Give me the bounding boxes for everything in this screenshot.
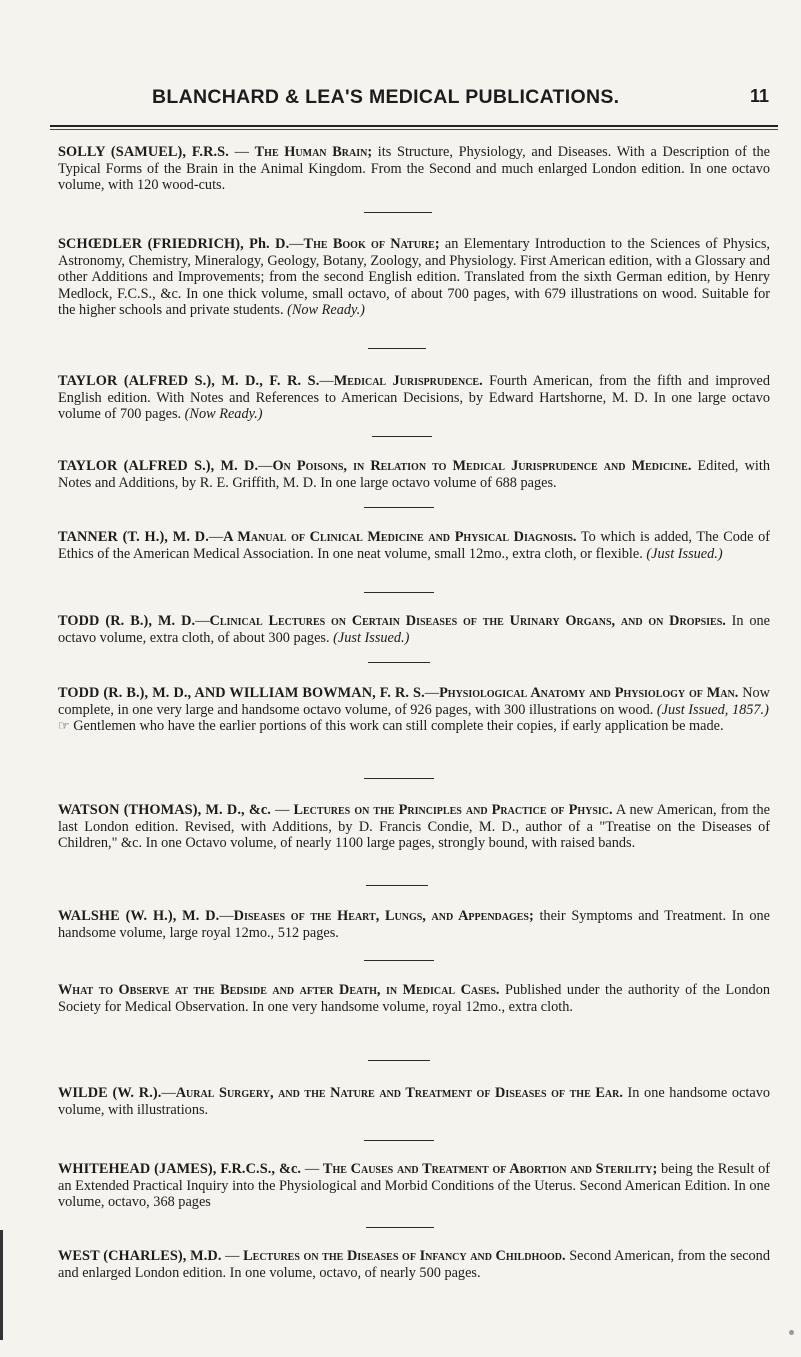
separator-rule: [364, 1140, 434, 1141]
entry-author: WATSON (THOMAS), M. D., &c.: [58, 802, 271, 818]
entry-body: Edited, with Notes and Additions, by R. E. Griffith, M. D. In one large octavo volume of 688 pages.: [58, 458, 770, 491]
pointing-hand-icon: ☞: [58, 718, 70, 733]
separator-rule: [368, 1060, 430, 1061]
catalog-entry-west: [58, 1248, 770, 1281]
paper-speck: [789, 1330, 794, 1335]
catalog-entry-walshe: [58, 908, 770, 941]
entry-note-text: Gentlemen who have the earlier portions of this work can still complete their copies, if early application be made.: [69, 718, 724, 734]
entry-sep: —: [219, 908, 234, 924]
entry-author: SOLLY (SAMUEL), F.R.S.: [58, 144, 229, 160]
separator-rule: [372, 436, 432, 437]
entry-sep: —: [195, 613, 210, 629]
catalog-entry-tanner: [58, 529, 770, 562]
entry-title: The Human Brain;: [254, 144, 373, 160]
entry-status: (Just Issued.): [333, 629, 410, 646]
entry-sep: —: [319, 373, 334, 389]
entry-sep: —: [228, 144, 255, 160]
entry-body: Now complete, in one very large and handsome octavo volume, of 926 pages, with 300 illustrations on wood.: [58, 685, 771, 718]
entry-status: (Just Issued.): [646, 545, 723, 562]
page-header: [0, 82, 801, 112]
entry-author: WEST (CHARLES), M.D.: [58, 1248, 222, 1264]
entry-author: TODD (R. B.), M. D.: [58, 613, 196, 629]
catalog-entry-solly: [58, 144, 770, 194]
entry-body: Fourth American, from the fifth and improved English edition. With Notes and References to American Decisions, by Edward Hartshorne, M. D. In one large octavo volume of 700 pages.: [58, 373, 771, 422]
entry-title: On Poisons, in Relation to Medical Jurisprudence and Medicine.: [272, 458, 692, 474]
catalog-entry-taylor-poisons: [58, 458, 770, 491]
catalog-entry-taylor-jurisprudence: [58, 373, 770, 423]
entry-author: WALSHE (W. H.), M. D.: [58, 908, 220, 924]
catalog-entry-schoedler: [58, 236, 770, 319]
separator-rule: [364, 507, 434, 508]
entry-sep: —: [208, 529, 224, 545]
entry-author: TAYLOR (ALFRED S.), M. D.: [58, 458, 259, 474]
entry-sep: —: [289, 236, 304, 252]
entry-status: (Just Issued, 1857.): [656, 701, 769, 718]
separator-rule: [364, 212, 432, 213]
entry-sep: —: [221, 1248, 244, 1264]
page-title: BLANCHARD & LEA'S MEDICAL PUBLICATIONS.: [152, 86, 620, 108]
entry-title: Medical Jurisprudence.: [333, 373, 483, 389]
page-number: 11: [750, 86, 770, 106]
separator-rule: [366, 885, 428, 886]
entry-title: Lectures on the Diseases of Infancy and Childhood.: [243, 1248, 566, 1264]
entry-sep: —: [161, 1085, 176, 1101]
entry-body: In one handsome octavo volume, with illustrations.: [58, 1085, 770, 1118]
entry-author: TAYLOR (ALFRED S.), M. D., F. R. S.: [58, 373, 320, 389]
separator-rule: [368, 348, 426, 349]
entry-body: A new American, from the last London edition. Revised, with Additions, by D. Francis Condie, M. D., author of a "Treatise on the Diseases of Children," &c. In one Octavo volume, of nearly 1100 large pages, strongly bound, with raised bands.: [58, 802, 770, 851]
entry-title: Diseases of the Heart, Lungs, and Appendages;: [233, 908, 534, 924]
entry-title: Clinical Lectures on Certain Diseases of the Urinary Organs, and on Dropsies.: [209, 613, 726, 629]
header-rule-thin: [50, 129, 778, 130]
entry-note: [58, 718, 770, 735]
catalog-entry-wilde: [58, 1085, 770, 1118]
entry-author: TANNER (T. H.), M. D.: [58, 529, 209, 545]
entry-title: Lectures on the Principles and Practice of Physic.: [293, 802, 613, 818]
entry-title: Physiological Anatomy and Physiology of Man.: [439, 685, 739, 701]
entry-title: Aural Surgery, and the Nature and Treatment of Diseases of the Ear.: [175, 1085, 623, 1101]
page-binding-edge: [0, 1230, 3, 1340]
entry-title: A Manual of Clinical Medicine and Physical Diagnosis.: [223, 529, 577, 545]
entry-body: an Elementary Introduction to the Sciences of Physics, Astronomy, Chemistry, Mineralogy, Geology, Botany, Zoology, and Physiology. First American edition, with a Glossary and other Additions and Improvements; from the second English edition. Translated from the sixth German edition, by Henry Medlock, F.C.S., &c. In one thick volume, small octavo, of about 700 pages, with 679 illustrations on wood. Suitable for the higher schools and private students.: [58, 236, 770, 318]
header-rule: [50, 125, 778, 127]
entry-title: The Book of Nature;: [303, 236, 440, 252]
separator-rule: [364, 960, 434, 961]
catalog-entry-what-to-observe: [58, 982, 770, 1015]
entry-status: (Now Ready.): [184, 406, 263, 422]
entry-author: WHITEHEAD (JAMES), F.R.C.S., &c.: [58, 1161, 302, 1177]
entry-sep: —: [301, 1161, 323, 1177]
entry-body: its Structure, Physiology, and Diseases. With a Description of the Typical Forms of the Brain in the Animal Kingdom. From the Second and much enlarged London edition. In one octavo volume, with 120 wood-cuts.: [58, 144, 771, 193]
entry-title: The Causes and Treatment of Abortion and Sterility;: [322, 1161, 658, 1177]
entry-status: (Now Ready.): [287, 302, 365, 318]
entry-title: What to Observe at the Bedside and after Death, in Medical Cases.: [58, 982, 500, 998]
entry-sep: —: [270, 802, 294, 818]
catalog-entry-todd-bowman: [58, 685, 770, 735]
entry-body: In one octavo volume, extra cloth, of about 300 pages.: [58, 613, 771, 646]
entry-body: Second American, from the second and enlarged London edition. In one volume, octavo, of nearly 500 pages.: [58, 1248, 770, 1281]
entry-sep: —: [424, 685, 440, 701]
separator-rule: [366, 1227, 434, 1228]
separator-rule: [364, 778, 434, 779]
separator-rule: [368, 662, 430, 663]
entry-body: being the Result of an Extended Practical Inquiry into the Physiological and Morbid Conditions of the Uterus. Second American Edition. In one volume, octavo, 368 pages: [58, 1161, 770, 1210]
entry-sep: —: [258, 458, 273, 474]
entry-author: SCHŒDLER (FRIEDRICH), Ph. D.: [58, 236, 290, 252]
entry-body: To which is added, The Code of Ethics of the American Medical Association. In one neat volume, small 12mo., extra cloth, or flexible.: [58, 529, 770, 562]
separator-rule: [364, 592, 434, 593]
entry-body: their Symptoms and Treatment. In one handsome volume, large royal 12mo., 512 pages.: [58, 908, 770, 941]
catalog-entry-watson: [58, 802, 770, 852]
catalog-entry-todd-lectures: [58, 613, 770, 646]
catalog-entry-whitehead: [58, 1161, 770, 1211]
entry-body: Published under the authority of the London Society for Medical Observation. In one very handsome volume, royal 12mo., extra cloth.: [58, 982, 770, 1015]
entry-author: WILDE (W. R.).: [58, 1085, 162, 1101]
entry-author: TODD (R. B.), M. D., AND WILLIAM BOWMAN, F. R. S.: [58, 685, 425, 701]
